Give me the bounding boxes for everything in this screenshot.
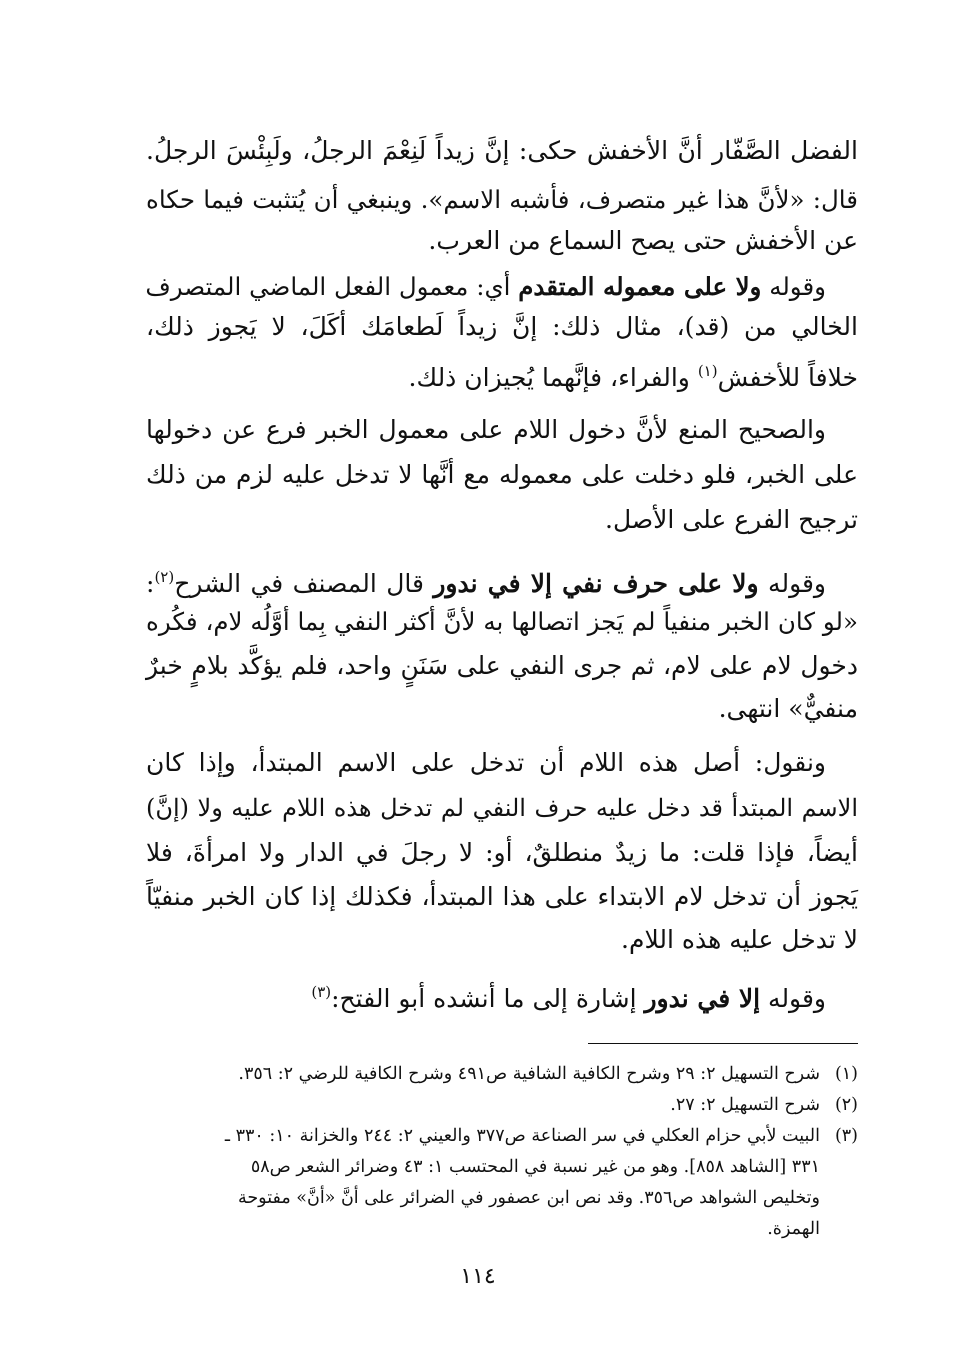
- bold-phrase: ولا على حرف نفي إلا في ندور: [433, 569, 759, 598]
- line-text: والفراء، فإنَّهما يُجيزان ذلك.: [408, 363, 698, 392]
- body-line: منفيٌّ» انتهى.: [718, 694, 858, 723]
- footnote: [146, 1090, 858, 1121]
- body-line: والصحيح المنع لأنَّ دخول اللام على معمول الخبر فرع عن دخولها: [146, 415, 826, 444]
- body-line: على الخبر، فلو دخلت على معموله مع أنَّها لا تدخل عليه لزم من ذلك: [146, 460, 858, 489]
- footnote: [146, 1121, 858, 1152]
- footnote-text: شرح التسهيل ٢: ٢٩ وشرح الكافية الشافية ص٤٩١ وشرح الكافية للرضي ٢: ٣٥٦.: [238, 1064, 820, 1084]
- body-line: قال: «لأنَّ هذا غير متصرف، فأشبه الاسم». وينبغي أن يُتثبت فيما حكاه: [146, 185, 858, 214]
- footnote-continuation: [146, 1183, 858, 1214]
- body-line: لا تدخل عليه هذه اللام.: [621, 925, 858, 954]
- body-line: «لو كان الخبر منفياً لم يَجز اتصالها به لأنَّ أكثر النفي بِما أوَّلُه لام، فكُره: [146, 607, 858, 636]
- body-line: دخول لام على لام، ثم جرى النفي على سَنَنٍ واحد، فلم يؤكَّد بلامٍ خبرٌ: [146, 651, 858, 680]
- line-text: وقوله: [760, 984, 826, 1013]
- line-text: خلافاً للأخفش: [717, 363, 858, 392]
- footnote-number: (٢): [834, 1095, 858, 1115]
- footnote-ref: (٣): [311, 983, 332, 1001]
- footnote-text: وتخليص الشواهد ص٣٥٦. وقد نص ابن عصفور في الضرائر على أنَّ «أنَّ» مفتوحة: [237, 1188, 820, 1208]
- bold-phrase: ولا على معموله المتقدم: [518, 272, 762, 301]
- page-number: ١١٤: [460, 1264, 496, 1289]
- line-text: وقوله: [758, 569, 827, 598]
- line-text: أي: معمول الفعل الماضي المتصرف: [145, 272, 519, 301]
- body-line: الاسم المبتدأ قد دخل عليه حرف النفي لم تدخل هذه اللام عليه ولا (إنَّ): [146, 794, 859, 822]
- body-line: الفضل الصَّفّار أنَّ الأخفش حكى: إنَّ زيداً لَنِعْمَ الرجلُ، ولَبِئْسَ الرجلُ.: [146, 136, 858, 165]
- footnote-continuation: [146, 1214, 858, 1245]
- body-line: ونقول: أصل هذه اللام أن تدخل على الاسم المبتدأ، وإذا كان: [146, 748, 826, 777]
- body-line: الخالي من (قد)، مثال ذلك: إنَّ زيداً لَطعامَك أكَلَ، لا يَجوز ذلك،: [146, 312, 858, 341]
- body-line: عن الأخفش حتى يصح السماع من العرب.: [428, 226, 858, 255]
- body-line: [146, 967, 858, 1017]
- footnote-separator: [588, 1043, 858, 1044]
- body-line: ترجيح الفرع على الأصل.: [605, 505, 858, 534]
- body-line: أيضاً، فإذا قلت: ما زيدٌ منطلقٌ، أو: لا رجلَ في الدار ولا امرأةَ، فلا: [146, 838, 858, 867]
- line-text: قال المصنف في الشرح: [174, 569, 434, 598]
- line-text: وقوله: [761, 272, 826, 301]
- body-line: [146, 552, 858, 602]
- footnote-number: (٣): [834, 1126, 858, 1146]
- body-line: يَجوز أن تدخل لام الابتداء على هذا المبتدأ، فكذلك إذا كان الخبر منفيّاً: [146, 882, 858, 911]
- footnote-text: الهمزة.: [767, 1219, 820, 1239]
- footnote-text: ٣٣١ [الشاهد ٨٥٨]. وهو من غير نسبة في المحتسب ١: ٤٣ وضرائر الشعر ص٥٨: [250, 1157, 820, 1177]
- footnote-text: شرح التسهيل ٢: ٢٧.: [670, 1095, 820, 1115]
- footnote: [146, 1059, 858, 1090]
- body-line: [146, 346, 858, 396]
- line-text: :: [146, 569, 155, 598]
- footnote-ref: (١): [697, 362, 718, 380]
- footnote-number: (١): [834, 1064, 858, 1084]
- line-text: إشارة إلى ما أنشده أبو الفتح:: [331, 984, 645, 1013]
- bold-phrase: إلا في ندور: [644, 984, 761, 1013]
- footnote-ref: (٢): [154, 568, 175, 586]
- footnote-text: البيت لأبي حزام العكلي في سر الصناعة ص٣٧٧ والعيني ٢: ٢٤٤ والخزانة ١٠: ٣٣٠ ـ: [224, 1126, 820, 1146]
- footnote-continuation: [146, 1152, 858, 1183]
